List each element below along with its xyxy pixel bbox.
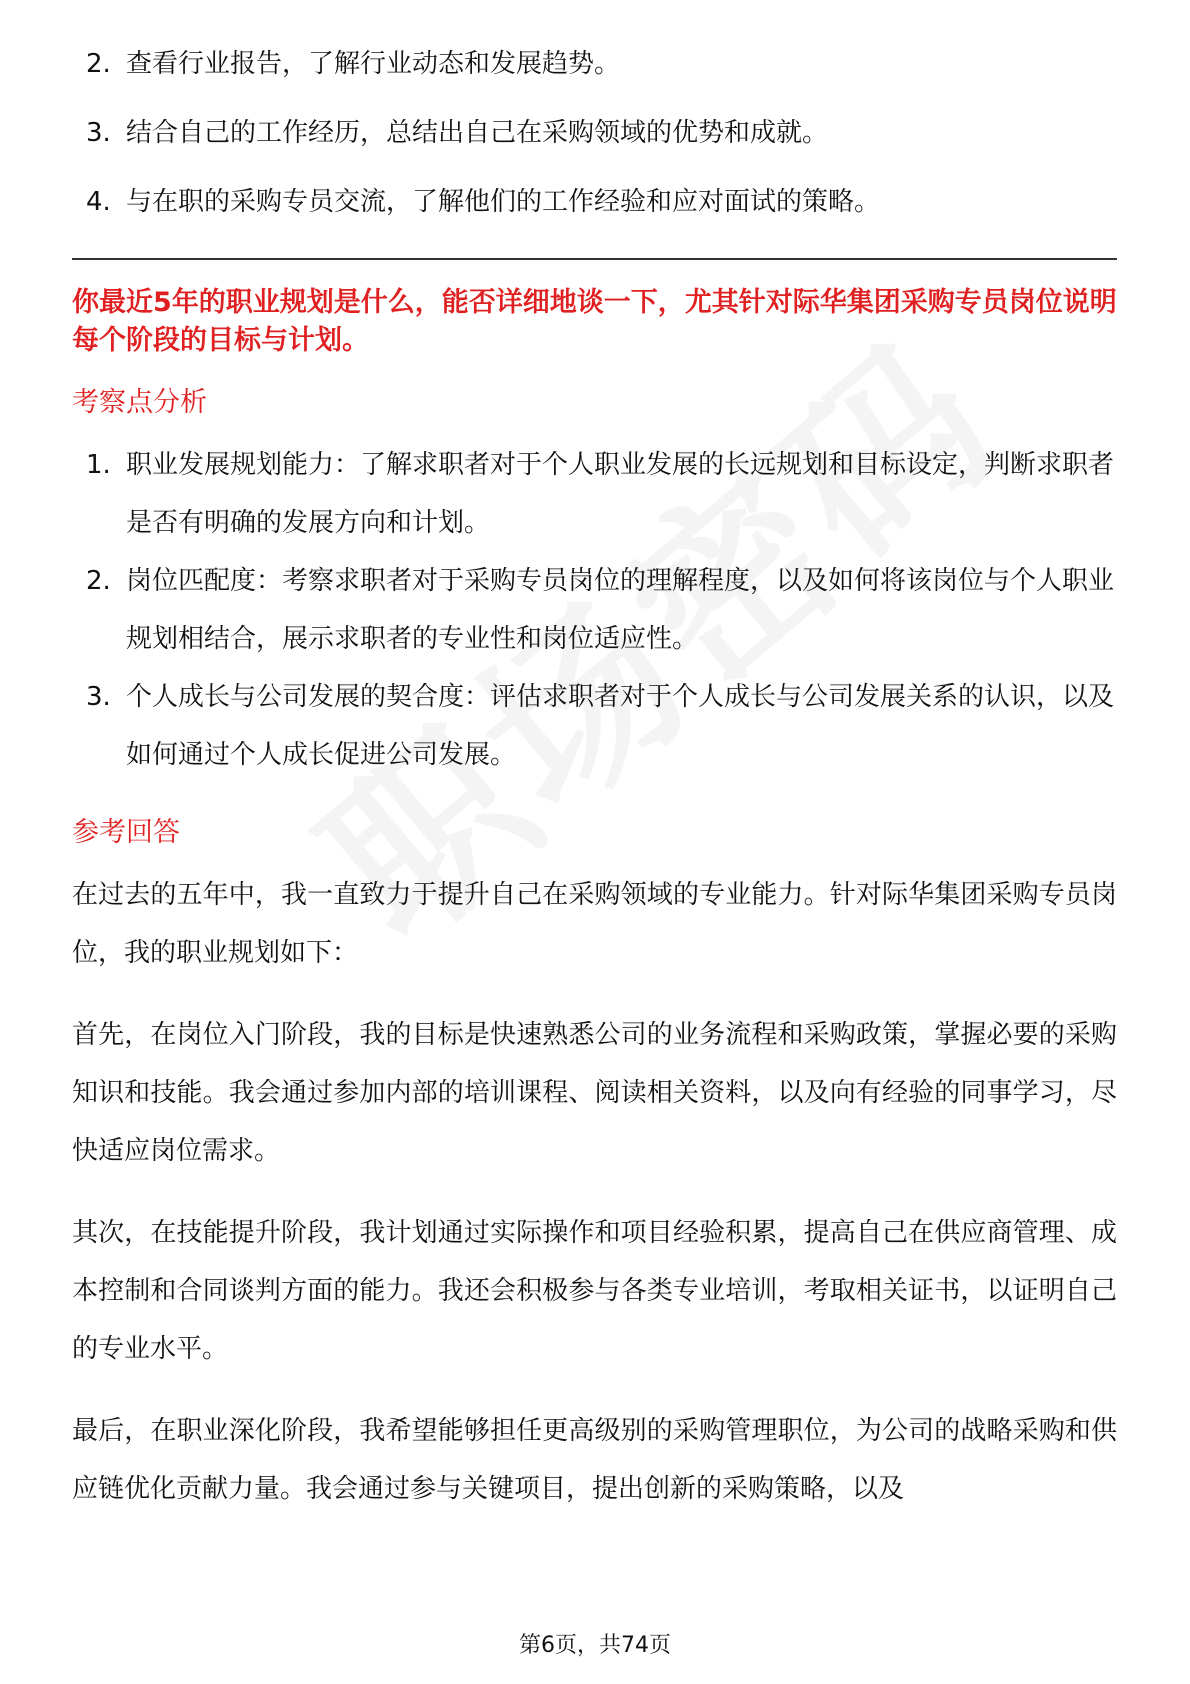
section-divider (72, 258, 1117, 260)
list-number: 1. (86, 450, 111, 480)
list-item (72, 436, 1117, 552)
answer-paragraph: 其次，在技能提升阶段，我计划通过实际操作和项目经验积累，提高自己在供应商管理、成本控制和合同谈判方面的能力。我还会积极参与各类专业培训，考取相关证书，以证明自己的专业水平。 (72, 1218, 1117, 1364)
page-content (72, 44, 1117, 1542)
list-text: 查看行业报告，了解行业动态和发展趋势。 (126, 49, 621, 79)
analysis-list (72, 436, 1117, 784)
list-item (72, 668, 1117, 784)
analysis-title: 考察点分析 (72, 387, 207, 418)
list-number: 3. (86, 118, 111, 148)
list-number: 3. (86, 682, 111, 712)
interview-question: 你最近5年的职业规划是什么，能否详细地谈一下，尤其针对际华集团采购专员岗位说明每个阶段的目标与计划。 (72, 287, 1117, 356)
list-text: 个人成长与公司发展的契合度：评估求职者对于个人成长与公司发展关系的认识，以及如何通过个人成长促进公司发展。 (126, 682, 1115, 770)
list-text: 结合自己的工作经历，总结出自己在采购领域的优势和成就。 (126, 118, 829, 148)
answer-title: 参考回答 (72, 817, 180, 848)
answer-paragraph: 在过去的五年中，我一直致力于提升自己在采购领域的专业能力。针对际华集团采购专员岗位，我的职业规划如下： (72, 880, 1117, 968)
list-item (72, 552, 1117, 668)
list-text: 岗位匹配度：考察求职者对于采购专员岗位的理解程度，以及如何将该岗位与个人职业规划相结合，展示求职者的专业性和岗位适应性。 (126, 566, 1115, 654)
page-number: 第6页，共74页 (519, 1633, 671, 1658)
answer-paragraph: 最后，在职业深化阶段，我希望能够担任更高级别的采购管理职位，为公司的战略采购和供应链优化贡献力量。我会通过参与关键项目，提出创新的采购策略，以及 (72, 1416, 1117, 1504)
list-text: 与在职的采购专员交流，了解他们的工作经验和应对面试的策略。 (126, 187, 881, 217)
preparation-list (72, 44, 1117, 222)
list-text: 职业发展规划能力：了解求职者对于个人职业发展的长远规划和目标设定，判断求职者是否有明确的发展方向和计划。 (126, 450, 1115, 538)
list-item (72, 44, 1117, 84)
list-number: 4. (86, 187, 111, 217)
answer-paragraph: 首先，在岗位入门阶段，我的目标是快速熟悉公司的业务流程和采购政策，掌握必要的采购知识和技能。我会通过参加内部的培训课程、阅读相关资料，以及向有经验的同事学习，尽快适应岗位需求。 (72, 1020, 1117, 1166)
list-item (72, 182, 1117, 222)
list-number: 2. (86, 49, 111, 79)
list-item (72, 113, 1117, 153)
list-number: 2. (86, 566, 111, 596)
